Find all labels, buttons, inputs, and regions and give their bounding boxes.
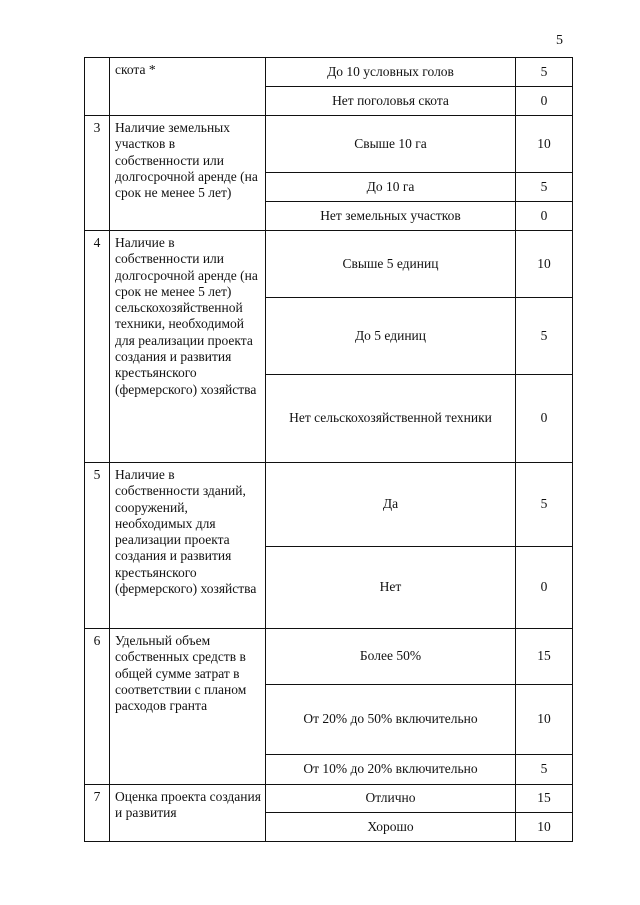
criterion-text: Удельный объем собственных средств в общей сумме затрат в соответствии с планом расходов гранта <box>110 629 266 785</box>
option-value: От 20% до 50% включительно <box>266 685 516 755</box>
option-value: От 10% до 20% включительно <box>266 755 516 785</box>
option-score: 15 <box>516 785 573 813</box>
option-score: 5 <box>516 58 573 87</box>
table-row <box>85 231 573 298</box>
row-number: 3 <box>85 116 110 231</box>
option-score: 0 <box>516 87 573 116</box>
option-score: 5 <box>516 463 573 547</box>
criterion-text: Наличие в собственности зданий, сооружений, необходимых для реализации проекта создания и развития крестьянского (фермерского) хозяйства <box>110 463 266 629</box>
option-score: 0 <box>516 547 573 629</box>
table-row <box>85 58 573 87</box>
option-value: До 10 га <box>266 173 516 202</box>
option-score: 10 <box>516 231 573 298</box>
option-value: Нет земельных участков <box>266 202 516 231</box>
criterion-text: Наличие земельных участков в собственности или долгосрочной аренде (на срок не менее 5 лет) <box>110 116 266 231</box>
table-row <box>85 463 573 547</box>
option-score: 15 <box>516 629 573 685</box>
row-number: 6 <box>85 629 110 785</box>
option-score: 5 <box>516 755 573 785</box>
criterion-text: скота * <box>110 58 266 116</box>
option-value: Нет сельскохозяйственной техники <box>266 375 516 463</box>
row-number <box>85 58 110 116</box>
page-number: 5 <box>556 33 563 48</box>
criteria-table <box>84 57 573 842</box>
row-number: 4 <box>85 231 110 463</box>
option-value: Да <box>266 463 516 547</box>
option-score: 0 <box>516 202 573 231</box>
criterion-text: Наличие в собственности или долгосрочной аренде (на срок не менее 5 лет) сельскохозяйственной техники, необходимой для реализации проекта создания и развития крестьянского (фермерского) хозяйства <box>110 231 266 463</box>
table-row <box>85 116 573 173</box>
row-number: 5 <box>85 463 110 629</box>
option-score: 10 <box>516 813 573 842</box>
option-value: Более 50% <box>266 629 516 685</box>
row-number: 7 <box>85 785 110 842</box>
option-value: Отлично <box>266 785 516 813</box>
option-value: Свыше 10 га <box>266 116 516 173</box>
table-row <box>85 785 573 813</box>
option-score: 10 <box>516 685 573 755</box>
option-value: Нет поголовья скота <box>266 87 516 116</box>
option-score: 5 <box>516 298 573 375</box>
option-score: 5 <box>516 173 573 202</box>
option-value: До 10 условных голов <box>266 58 516 87</box>
table-row <box>85 629 573 685</box>
option-value: Нет <box>266 547 516 629</box>
option-value: Свыше 5 единиц <box>266 231 516 298</box>
criterion-text: Оценка проекта создания и развития <box>110 785 266 842</box>
option-value: До 5 единиц <box>266 298 516 375</box>
option-score: 10 <box>516 116 573 173</box>
option-value: Хорошо <box>266 813 516 842</box>
option-score: 0 <box>516 375 573 463</box>
